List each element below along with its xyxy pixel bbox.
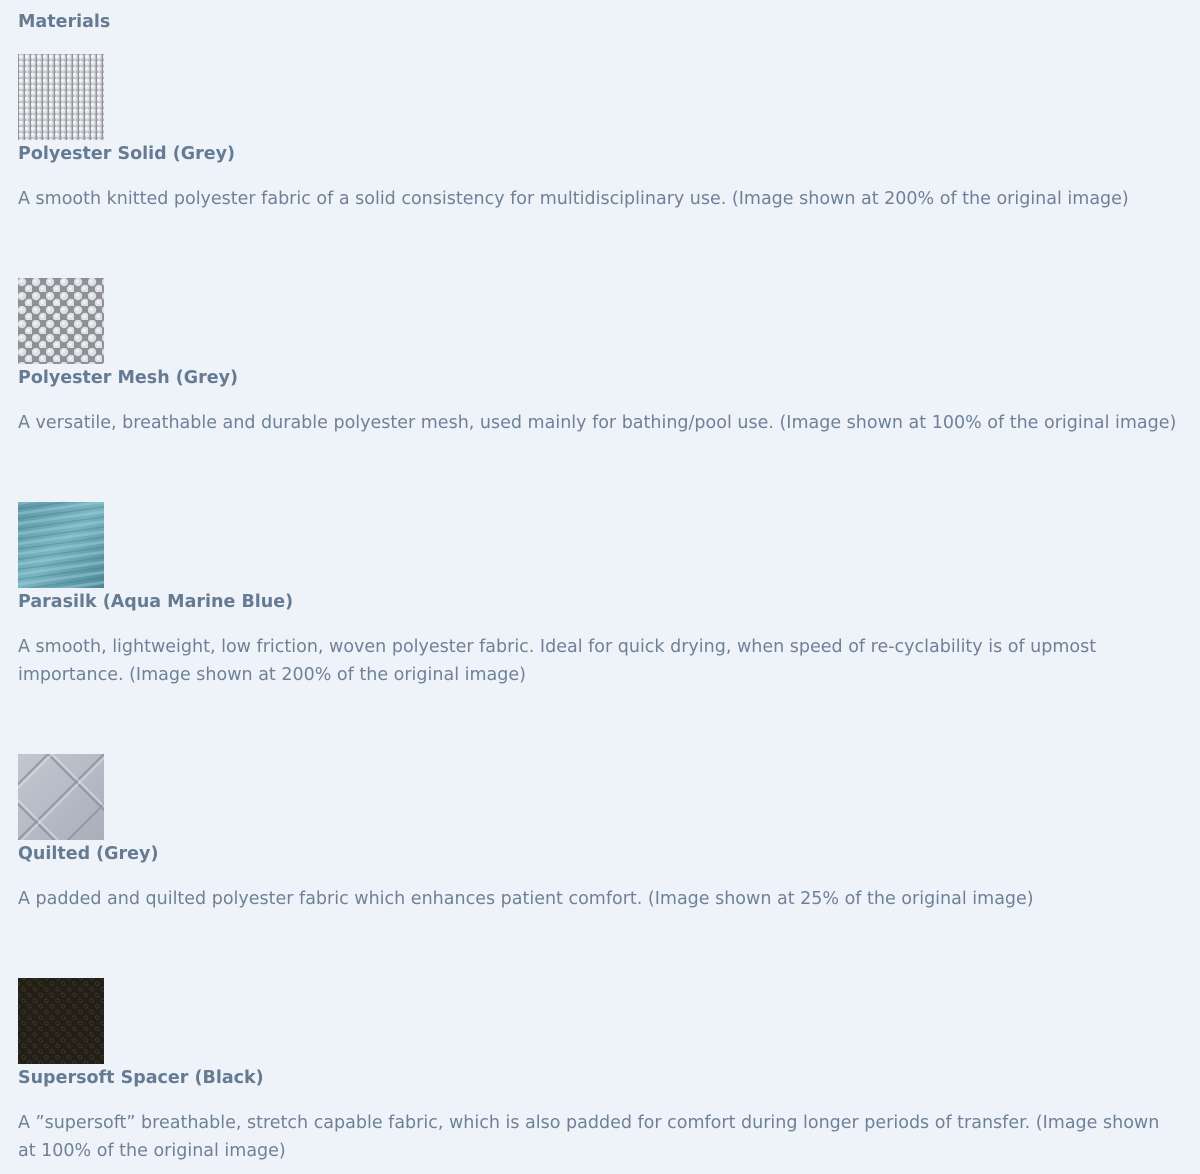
material-description: A smooth, lightweight, low friction, woven polyester fabric. Ideal for quick drying, when speed of re-cyclability is of upmost importance. (Image shown at 200% of the original image)	[18, 637, 1097, 685]
material-name: Polyester Solid (Grey)	[18, 144, 236, 164]
material-item	[18, 754, 1188, 913]
material-name: Quilted (Grey)	[18, 844, 159, 864]
material-item	[18, 978, 1188, 1165]
material-name: Supersoft Spacer (Black)	[18, 1068, 264, 1088]
material-description: A versatile, breathable and durable polyester mesh, used mainly for bathing/pool use. (Image shown at 100% of the original image)	[18, 413, 1177, 433]
material-item	[18, 502, 1188, 689]
materials-page	[18, 10, 1188, 1161]
material-description: A smooth knitted polyester fabric of a solid consistency for multidisciplinary use. (Image shown at 200% of the original image)	[18, 189, 1129, 209]
material-name: Parasilk (Aqua Marine Blue)	[18, 592, 294, 612]
mesh-grey-swatch-image	[18, 278, 104, 364]
material-name: Polyester Mesh (Grey)	[18, 368, 239, 388]
knit-grey-swatch-image	[18, 54, 104, 140]
material-item	[18, 54, 1188, 213]
material-description: A ”supersoft” breathable, stretch capable fabric, which is also padded for comfort during longer periods of transfer. (Image shown at 100% of the original image)	[18, 1113, 1160, 1161]
section-title: Materials	[18, 12, 111, 32]
material-description: A padded and quilted polyester fabric which enhances patient comfort. (Image shown at 25% of the original image)	[18, 889, 1034, 909]
spacer-black-swatch-image	[18, 978, 104, 1064]
parasilk-aqua-swatch-image	[18, 502, 104, 588]
material-item	[18, 278, 1188, 437]
quilted-grey-swatch-image	[18, 754, 104, 840]
